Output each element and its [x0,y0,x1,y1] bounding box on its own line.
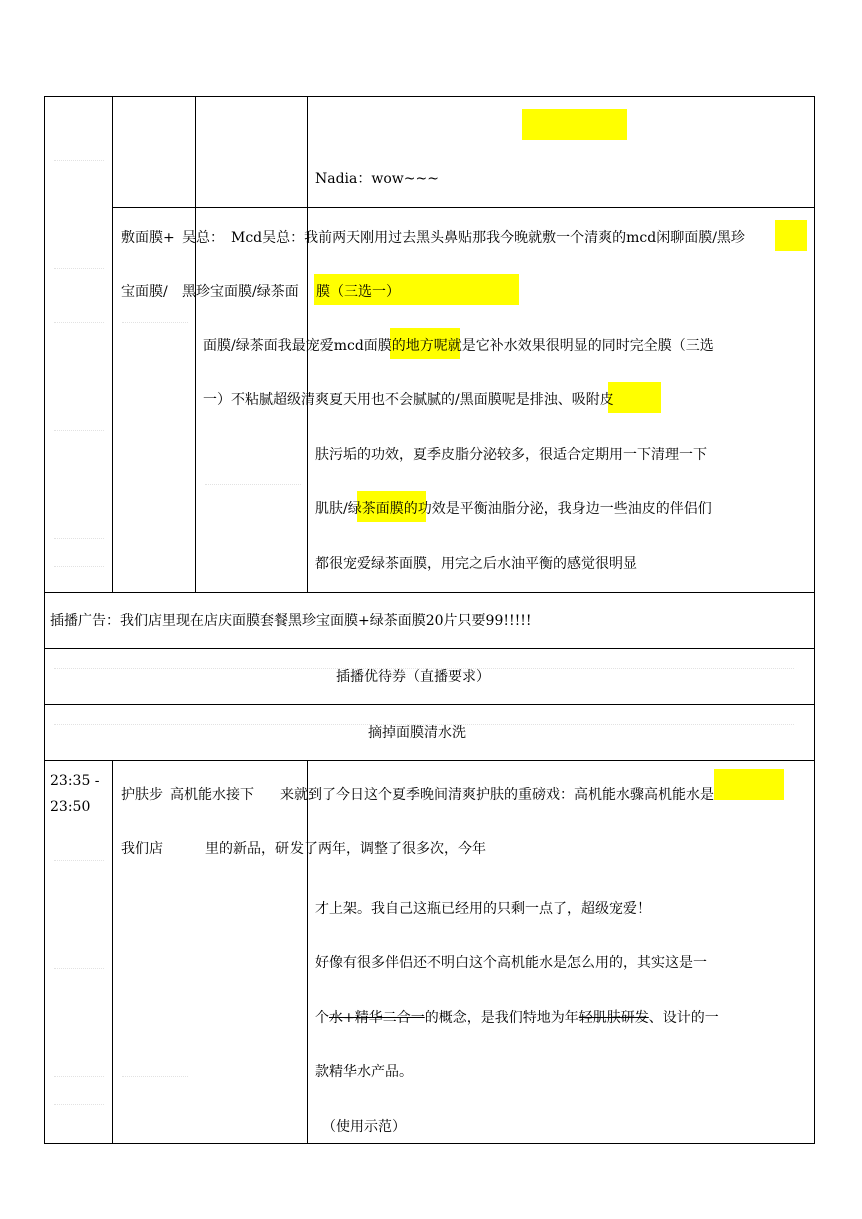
struck-text: 水+精华二合一 [329,1010,425,1026]
row-divider-ad [44,592,815,593]
table-right-border [814,96,815,1144]
col-divider-2 [195,96,196,593]
guide-line [54,322,104,323]
struck-text: 轻肌肤研发 [578,1010,649,1026]
ad-row: 插播广告：我们店里现在店庆面膜套餐黑珍宝面膜+绿茶面膜20片只要99!!!!! [50,613,532,629]
highlight-box [714,769,784,800]
coupon-row: 插播优待券（直播要求） [336,669,490,685]
row-divider-1 [112,207,815,208]
speech-line: 肌肤/绿茶面膜的功效是平衡油脂分泌，我身边一些油皮的伴侣们 [315,501,712,517]
time-end: 23:50 [50,799,91,815]
step-label: 宝面膜/ [121,284,168,300]
guide-line [54,968,104,969]
guide-line [54,860,104,861]
row-divider-coupon [44,648,815,649]
speech-line: 才上架。我自己这瓶已经用的只剩一点了，超级宠爱！ [315,901,651,917]
guide-line [54,430,104,431]
host-label: 黑珍 [182,284,210,300]
guide-line [122,1076,188,1077]
row-divider-wash [44,704,815,705]
highlight-box [608,382,661,413]
speech-line: 发了两年，调整了很多次，今年 [290,841,486,857]
host-label: 吴总： [182,230,224,246]
text-run: 的概念，是我们特地为年 [424,1010,579,1026]
row-divider-section3 [44,760,815,761]
step-label: 敷面膜+ [121,230,175,246]
col3-text: 膜（三选一） [316,284,400,300]
step-label: 护肤步 [121,787,163,803]
wash-row: 摘掉面膜清水洗 [368,725,466,741]
host-label: 里的新品，研 [205,841,289,857]
speech-line: Mcd吴总：我前两天刚用过去黑头鼻贴那我今晚就敷一个清爽的mcd闲聊面膜/黑珍 [231,230,745,246]
text-run: 个 [315,1010,329,1026]
speech-line: 来就到了今日这个夏季晚间清爽护肤的重磅戏：高机能水骤高机能水是 [280,787,714,803]
table-bottom-border [44,1143,815,1144]
col-divider-s3-1 [112,760,113,1144]
speech-line-mixed [315,1008,719,1028]
time-start: 23:35 - [50,773,100,789]
guide-line [54,160,104,161]
nadia-line: Nadia：wow~~~ [315,171,439,187]
speech-line: 肤污垢的功效，夏季皮脂分泌较多，很适合定期用一下清理一下 [315,447,707,463]
speech-line: 面膜/绿茶面我最宠爱mcd面膜的地方呢就是它补水效果很明显的同时完全膜（三选 [203,338,714,354]
host-label: 高机能水接下 [170,787,254,803]
speech-line: 一）不粘腻超级清爽夏天用也不会腻腻的/黑面膜呢是排浊、吸附皮 [203,392,614,408]
col-divider-s3-2 [307,760,308,1144]
guide-line [122,322,188,323]
speech-line: 都很宠爱绿茶面膜，用完之后水油平衡的感觉很明显 [315,556,637,572]
guide-line [54,1076,104,1077]
table-left-border [44,96,45,1144]
text-run: 、设计的一 [648,1010,719,1026]
guide-line [54,538,104,539]
guide-line [54,268,104,269]
table-top-border [44,96,815,97]
speech-line: 好像有很多伴侣还不明白这个高机能水是怎么用的，其实这是一 [315,955,707,971]
col-divider-1 [112,96,113,593]
highlight-box [522,109,627,140]
guide-line [54,566,104,567]
highlight-box [775,220,807,251]
speech-line: 款精华水产品。 [315,1064,413,1080]
col3-text: 宝面膜/绿茶面 [210,284,299,300]
step-label: 我们店 [121,841,163,857]
demo-note: （使用示范） [322,1119,406,1135]
guide-line [54,1104,104,1105]
guide-line [205,484,301,485]
